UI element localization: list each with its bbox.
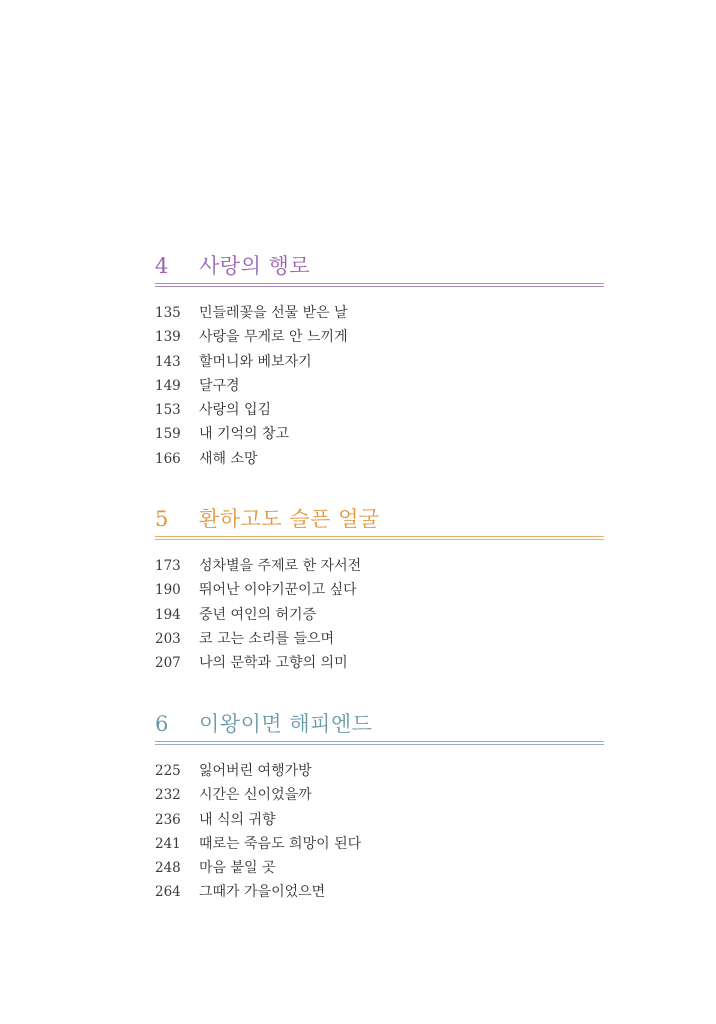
entry-page-number: 139 xyxy=(155,329,181,346)
section-header xyxy=(155,710,604,738)
entry-title: 그때가 가을이었으면 xyxy=(199,884,326,901)
entry-title: 코 고는 소리를 들으며 xyxy=(199,630,335,647)
toc-section-6 xyxy=(155,710,604,905)
toc-entry[interactable] xyxy=(155,398,604,422)
entry-title: 중년 여인의 허기증 xyxy=(199,606,317,623)
section-header xyxy=(155,252,604,280)
entry-page-number: 203 xyxy=(155,630,181,647)
toc-entry[interactable] xyxy=(155,350,604,374)
entry-title: 뛰어난 이야기꾼이고 싶다 xyxy=(199,582,357,599)
entry-page-number: 236 xyxy=(155,811,181,828)
entry-list xyxy=(155,759,604,905)
section-title: 사랑의 행로 xyxy=(199,254,311,278)
entry-title: 내 기억의 창고 xyxy=(199,426,290,443)
toc-entry[interactable] xyxy=(155,374,604,398)
section-divider xyxy=(155,283,604,287)
toc-entry[interactable] xyxy=(155,651,604,675)
entry-page-number: 143 xyxy=(155,353,181,370)
section-title: 환하고도 슬픈 얼굴 xyxy=(199,507,380,531)
entry-title: 달구경 xyxy=(199,377,240,394)
entry-page-number: 232 xyxy=(155,787,181,804)
entry-page-number: 248 xyxy=(155,860,181,877)
toc-entry[interactable] xyxy=(155,578,604,602)
entry-page-number: 173 xyxy=(155,558,181,574)
toc-entry[interactable] xyxy=(155,554,604,578)
entry-title: 할머니와 베보자기 xyxy=(199,353,312,370)
toc-entry[interactable] xyxy=(155,447,604,471)
entry-list xyxy=(155,554,604,675)
entry-list xyxy=(155,301,604,471)
section-header xyxy=(155,505,604,533)
section-number: 6 xyxy=(155,712,169,736)
entry-page-number: 264 xyxy=(155,884,181,901)
entry-title: 때로는 죽음도 희망이 된다 xyxy=(199,835,362,852)
entry-title: 잃어버린 여행가방 xyxy=(199,763,312,779)
entry-page-number: 190 xyxy=(155,582,181,599)
entry-title: 사랑의 입김 xyxy=(199,402,272,419)
toc-entry[interactable] xyxy=(155,832,604,856)
entry-title: 민들레꽃을 선물 받은 날 xyxy=(199,305,348,321)
entry-title: 내 식의 귀향 xyxy=(199,811,276,828)
toc-entry[interactable] xyxy=(155,301,604,325)
section-number: 5 xyxy=(155,507,169,531)
toc-entry[interactable] xyxy=(155,880,604,904)
entry-page-number: 166 xyxy=(155,450,181,467)
section-number: 4 xyxy=(155,254,169,278)
toc-entry[interactable] xyxy=(155,759,604,783)
entry-page-number: 135 xyxy=(155,305,181,321)
entry-page-number: 225 xyxy=(155,763,181,779)
toc-entry[interactable] xyxy=(155,856,604,880)
entry-page-number: 153 xyxy=(155,402,181,419)
entry-page-number: 159 xyxy=(155,426,181,443)
toc-entry[interactable] xyxy=(155,808,604,832)
entry-page-number: 207 xyxy=(155,655,181,672)
toc-section-4 xyxy=(155,252,604,471)
entry-title: 사랑을 무게로 안 느끼게 xyxy=(199,329,348,346)
entry-title: 나의 문학과 고향의 의미 xyxy=(199,655,348,672)
entry-title: 시간은 신이었을까 xyxy=(199,787,312,804)
entry-page-number: 241 xyxy=(155,835,181,852)
toc-section-5 xyxy=(155,505,604,675)
toc-entry[interactable] xyxy=(155,603,604,627)
entry-title: 성차별을 주제로 한 자서전 xyxy=(199,558,362,574)
toc-entry[interactable] xyxy=(155,422,604,446)
toc-entry[interactable] xyxy=(155,627,604,651)
section-divider xyxy=(155,741,604,745)
toc-entry[interactable] xyxy=(155,783,604,807)
section-divider xyxy=(155,536,604,540)
toc-entry[interactable] xyxy=(155,325,604,349)
entry-title: 마음 붙일 곳 xyxy=(199,860,276,877)
entry-page-number: 149 xyxy=(155,377,181,394)
entry-page-number: 194 xyxy=(155,606,181,623)
entry-title: 새해 소망 xyxy=(199,450,258,467)
section-title: 이왕이면 해피엔드 xyxy=(199,712,373,736)
